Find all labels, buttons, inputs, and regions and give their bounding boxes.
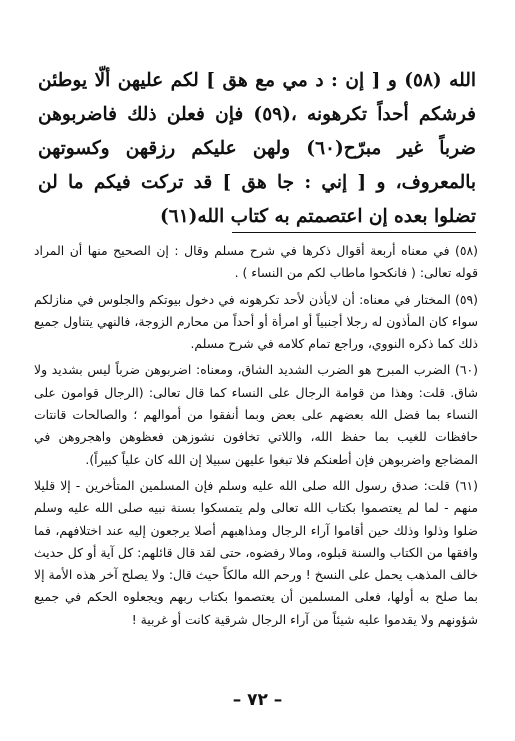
footnote-59: (٥٩) المختار في معناه: أن لايأذن لأحد تكرهونه في دخول بيوتكم والجلوس في منازلكم سواء كان المأذون له رجلا أجنبياً أو امرأة أو أحداً من محارم الزوجة، فالنهي يتناول جميع ذلك كما ذكره النووي، وراجع تمام كلامه في شرح مسلم.: [34, 291, 478, 352]
footnote-61: (٦١) قلت: صدق رسول الله صلى الله عليه وسلم فإن المسلمين المتأخرين - إلا قليلا منهم - لما لم يعتصموا بكتاب الله تعالى ولم يتمسكوا بسنة نبيه صلى الله عليه وسلم ضلوا وذلوا وذلك حين أقاموا آراء الرجال ومذاهبهم أصلا يرجعون إليه عند اختلافهم، فما وافقها من الكتاب والسنة قبلوه، ومالا رفضوه، حتى لقد قال قائلهم: كل آية أو كل حديث خالف المذهب يحمل على النسخ ! ورحم الله مالكاً حيث قال: ولا يصلح آخر هذه الأمة إلا بما صلح به أولها، فعلى المسلمين أن يعتصموا بكتاب ربهم ويجعلوه الحكم في جميع شؤونهم ولا يقدموا عليه شيئاً من آراء الرجال شرقية كانت أو غربية !: [34, 477, 478, 627]
footnote-58: (٥٨) في معناه أربعة أقوال ذكرها في شرح مسلم وقال : إن الصحيح منها أن المراد قوله تعالى: ( فانكحوا ماطاب لكم من النساء ) .: [34, 243, 478, 281]
page-number: – ٧٢ –: [232, 690, 283, 710]
footnotes: [34, 240, 478, 635]
main-text: الله (٥٨) و [ إن : د مي مع هق ] لكم عليهن ألّا يوطئن فرشكم أحداً تكرهونه ،(٥٩) فإن فعلن ذلك فاضربوهن ضرباً غير مبرّح(٦٠) ولهن عليكم رزقهن وكسوتهن بالمعروف، و [ إني : جا هق ] قد تركت فيكم ما لن تضلوا بعده إن اعتصمتم به كتاب الله(٦١): [38, 70, 477, 227]
footnote-separator: [232, 232, 476, 233]
footnote-60: (٦٠) الضرب المبرح هو الضرب الشديد الشاق، ومعناه: اضربوهن ضرباً ليس بشديد ولا شاق. قلت: وهذا من قوامة الرجال على النساء كما قال تعالى: (الرجال قوامون على النساء بما فضل الله بعضهم على بعض وبما أنفقوا من أموالهم ؛ والصالحات قانتات حافظات للغيب بما حفظ الله، واللاتي تخافون نشوزهن فعظوهن واهجروهن في المضاجع واضربوهن فإن أطعنكم فلا تبغوا عليهن سبيلا إن الله كان علياً كبيراً).: [34, 362, 478, 467]
